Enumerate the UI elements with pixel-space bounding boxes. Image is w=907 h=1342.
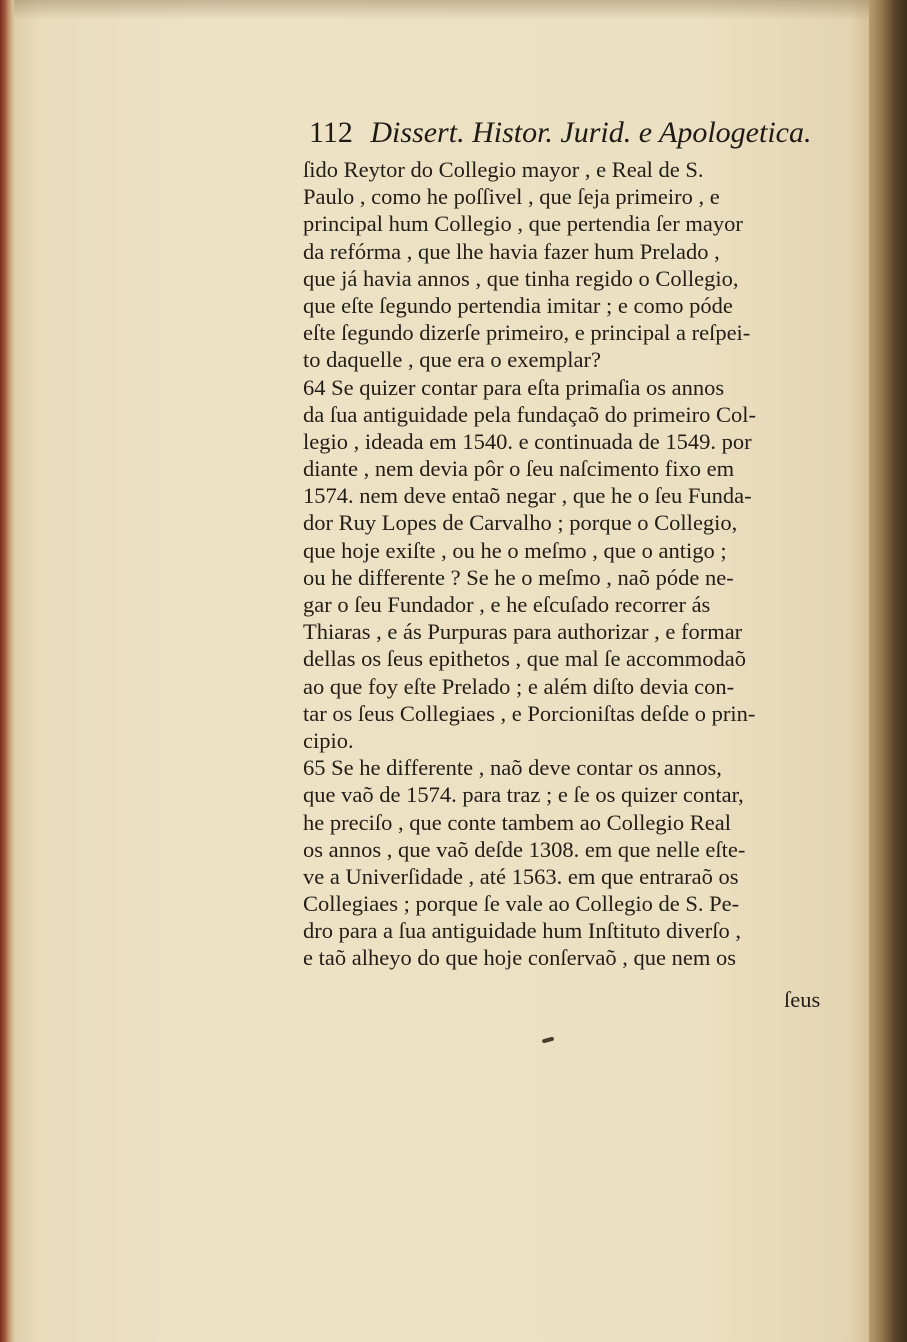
text-line: que eſte ſegundo pertendia imitar ; e como póde	[303, 292, 733, 318]
text-line: dro para a ſua antiguidade hum Inſtituto diverſo ,	[303, 918, 742, 944]
text-line: Paulo , como he poſſivel , que ſeja primeiro , e	[303, 184, 720, 210]
text-line: he preciſo , que conte tambem ao Collegio Real	[303, 809, 731, 835]
text-line: que já havia annos , que tinha regido o Collegio,	[303, 265, 739, 291]
ink-mark	[542, 1037, 555, 1044]
running-title: Dissert. Histor. Jurid. e Apologetica.	[370, 116, 812, 149]
catchword: ſeus	[784, 987, 821, 1012]
text-line: da ſua antiguidade pela fundaçaõ do primeiro Col-	[303, 401, 756, 427]
text-line: 64 Se quizer contar para eſta primaſia os annos	[303, 374, 725, 400]
text-line: que hoje exiſte , ou he o meſmo , que o antigo ;	[303, 537, 727, 563]
text-line: os annos , que vaõ deſde 1308. em que nelle eſte-	[303, 836, 746, 862]
text-line: dellas os ſeus epithetos , que mal ſe accommodaõ	[303, 646, 747, 672]
text-line: to daquelle , que era o exemplar?	[303, 347, 601, 373]
text-line: legio , ideada em 1540. e continuada de 1549. por	[303, 428, 752, 454]
text-line: da refórma , que lhe havia fazer hum Prelado ,	[303, 238, 720, 264]
text-line: 65 Se he differente , naõ deve contar os annos,	[303, 755, 722, 781]
page-top-shadow	[0, 0, 907, 20]
text-line: 1574. nem deve entaõ negar , que he o ſeu Funda-	[303, 483, 752, 509]
text-line: Collegiaes ; porque ſe vale ao Collegio de S. Pe-	[303, 891, 740, 917]
text-line: principal hum Collegio , que pertendia ſer mayor	[303, 211, 743, 237]
text-line: eſte ſegundo dizerſe primeiro, e principal a reſpei-	[303, 320, 751, 346]
text-line: cipio.	[303, 727, 354, 753]
text-line: gar o ſeu Fundador , e he eſcuſado recorrer ás	[303, 592, 711, 617]
page-number: 112	[309, 116, 353, 149]
page-gutter-shadow	[869, 0, 907, 1342]
text-line: ou he differente ? Se he o meſmo , naõ póde ne-	[303, 564, 734, 590]
text-line: que vaõ de 1574. para traz ; e ſe os quizer contar,	[303, 782, 744, 808]
text-line: ſido Reytor do Collegio mayor , e Real de S.	[303, 157, 704, 182]
text-line: ao que foy eſte Prelado ; e além diſto devia con-	[303, 673, 735, 699]
binding-edge	[0, 0, 14, 1342]
text-line: diante , nem devia pôr o ſeu naſcimento fixo em	[303, 456, 735, 482]
text-line: tar os ſeus Collegiaes , e Porcioniſtas deſde o prin-	[303, 700, 756, 726]
text-line: dor Ruy Lopes de Carvalho ; porque o Collegio,	[303, 510, 738, 536]
text-line: e taõ alheyo do que hoje conſervaõ , que nem os	[303, 945, 736, 971]
text-line: Thiaras , e ás Purpuras para authorizar , e formar	[303, 619, 743, 645]
text-line: ve a Univerſidade , até 1563. em que entraraõ os	[303, 863, 739, 889]
running-header	[309, 116, 812, 150]
body-text	[303, 156, 823, 972]
